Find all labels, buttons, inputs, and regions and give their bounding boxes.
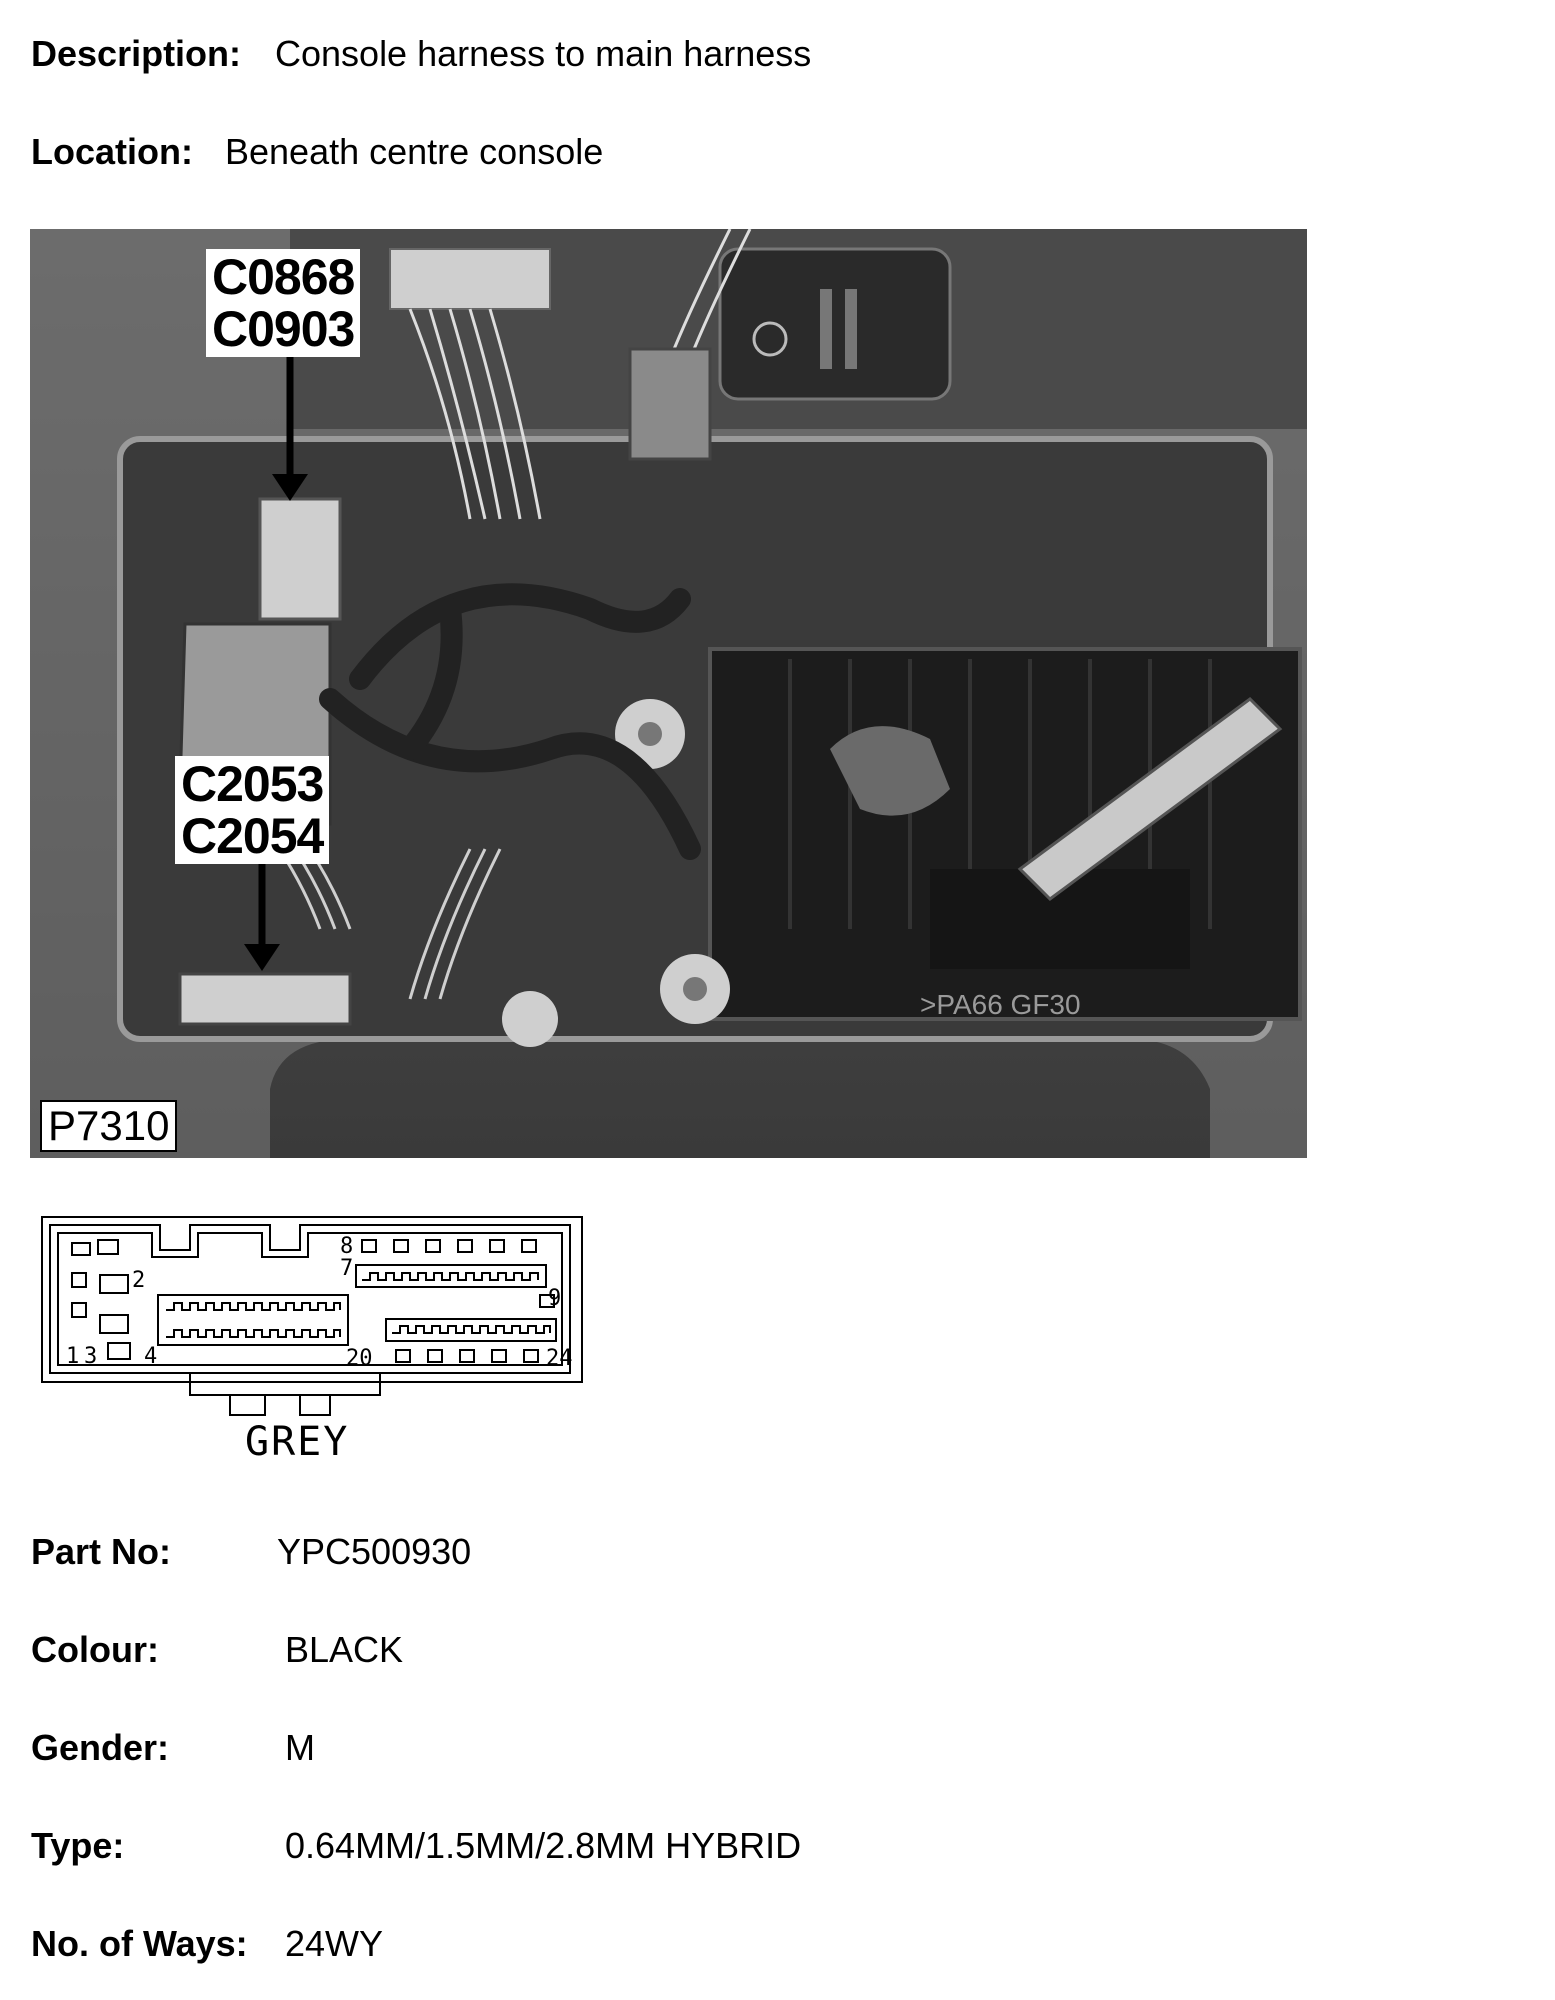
location-label: Location: <box>31 131 193 172</box>
pin-label-24: 24 <box>546 1346 573 1371</box>
description-row <box>31 32 812 76</box>
pin-label-20: 20 <box>346 1346 373 1371</box>
pin-label-4: 4 <box>144 1344 158 1369</box>
callout-c2053-c2054 <box>175 756 329 864</box>
pin-label-1: 1 <box>66 1344 80 1369</box>
pin-label-2: 2 <box>132 1268 146 1293</box>
callout-c0903: C0903 <box>212 301 355 357</box>
part-no-value: YPC500930 <box>277 1531 472 1572</box>
type-label: Type: <box>31 1825 125 1866</box>
connector-face-diagram <box>40 1215 585 1465</box>
colour-value: BLACK <box>285 1629 404 1670</box>
photo-illustration <box>30 229 1307 1158</box>
callout-c0868: C0868 <box>212 249 355 305</box>
gender-row <box>31 1726 315 1770</box>
part-marking-text: >PA66 GF30 <box>920 989 1081 1020</box>
part-no-row <box>31 1530 472 1574</box>
pin-label-3: 3 <box>84 1344 98 1369</box>
location-row <box>31 130 604 174</box>
type-row <box>31 1824 802 1868</box>
colour-row <box>31 1628 404 1672</box>
callout-c0868-c0903 <box>206 249 360 357</box>
ways-value: 24WY <box>285 1923 384 1964</box>
connector-location-photo <box>30 229 1307 1158</box>
type-value: 0.64MM/1.5MM/2.8MM HYBRID <box>285 1825 802 1866</box>
ways-row <box>31 1922 384 1966</box>
location-value: Beneath centre console <box>225 131 604 172</box>
gender-label: Gender: <box>31 1727 170 1768</box>
housing-colour-label: GREY <box>245 1419 350 1465</box>
part-no-label: Part No: <box>31 1531 172 1572</box>
pin-label-8: 8 <box>340 1234 354 1259</box>
colour-label: Colour: <box>31 1629 159 1670</box>
callout-c2053: C2053 <box>181 756 324 812</box>
pin-label-7: 7 <box>340 1256 354 1281</box>
pin-label-9: 9 <box>548 1286 562 1311</box>
description-label: Description: <box>31 33 242 74</box>
description-value: Console harness to main harness <box>275 33 812 74</box>
ways-label: No. of Ways: <box>31 1923 248 1964</box>
gender-value: M <box>285 1727 315 1768</box>
callout-c2054: C2054 <box>181 808 324 864</box>
photo-id-label: P7310 <box>40 1100 177 1152</box>
